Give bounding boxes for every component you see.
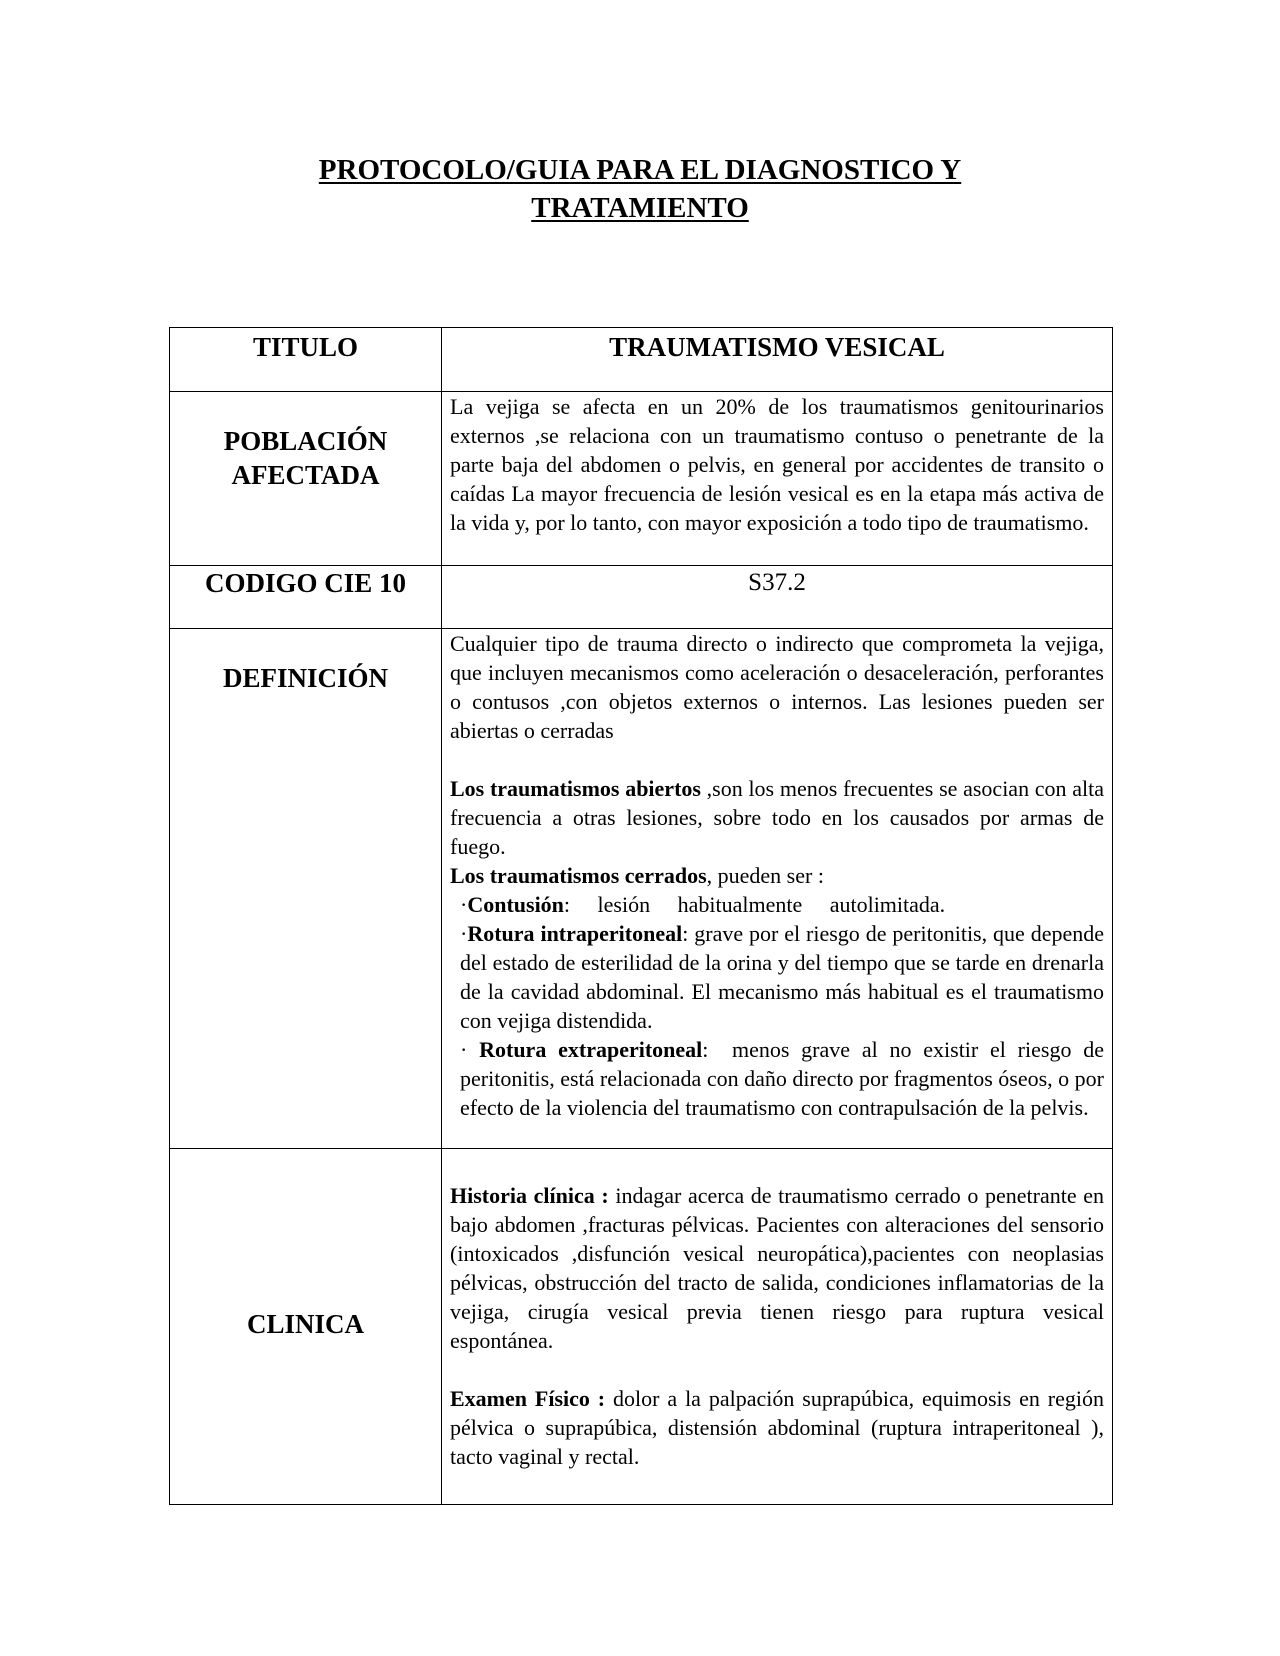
row-titulo (170, 328, 1113, 392)
codigo-value-cell (442, 566, 1113, 629)
definicion-label: DEFINICIÓN (222, 663, 389, 693)
item-bullet: · (460, 892, 468, 917)
row-definicion (170, 629, 1113, 1149)
item-contusion (450, 890, 1104, 919)
codigo-value: S37.2 (748, 569, 806, 596)
titulo-label: TITULO (252, 332, 359, 362)
cerrados-text: , pueden ser : (706, 863, 824, 888)
clinica-label: CLINICA (246, 1308, 365, 1339)
item-bullet: · (460, 921, 468, 946)
examen-text: dolor a la palpación suprapúbica, equimosis en región pélvica o suprapúbica, distensión abdominal (ruptura intraperitoneal ), tacto vaginal y rectal. (450, 1386, 1104, 1469)
cerrados-heading: Los traumatismos cerrados (450, 863, 707, 888)
document-title-line-2: TRATAMIENTO (531, 192, 749, 224)
item-intraperitoneal-text: : grave por el riesgo de peritonitis, que depende del estado de esterilidad de la orina y del tiempo que se tarde en drenarla de la cavidad abdominal. El mecanismo más habitual es el traumatismo con vejiga distendida. (460, 921, 1104, 1033)
item-intraperitoneal-heading: Rotura intraperitoneal (467, 921, 683, 946)
definicion-text-cell (442, 629, 1113, 1149)
poblacion-label-line-2: AFECTADA (231, 460, 380, 490)
item-contusion-text: : lesión habitualmente autolimitada. (563, 892, 946, 917)
abiertos-heading: Los traumatismos abiertos (450, 776, 701, 801)
item-intraperitoneal (450, 919, 1104, 1035)
item-extraperitoneal-text: : menos grave al no existir el riesgo de peritonitis, está relacionada con daño directo por fragmentos óseos, o por efecto de la violencia del traumatismo con contrapulsación de la pelvis. (460, 1037, 1110, 1120)
item-extraperitoneal (450, 1035, 1110, 1122)
poblacion-label-line-1: POBLACIÓN (223, 426, 388, 456)
codigo-label-cell (170, 566, 442, 629)
poblacion-text: La vejiga se afecta en un 20% de los traumatismos genitourinarios externos ,se relaciona con un traumatismo contuso o penetrante de la parte baja del abdomen o pelvis, en general por accidentes de transito o caídas La mayor frecuencia de lesión vesical es en la etapa más activa de la vida y, por lo tanto, con mayor exposición a todo tipo de traumatismo. (450, 394, 1104, 535)
document-title (200, 151, 1080, 227)
clinica-examen (450, 1384, 1104, 1471)
definicion-abiertos (450, 774, 1104, 861)
poblacion-text-cell (442, 392, 1113, 566)
clinica-label-cell (170, 1149, 442, 1505)
historia-text: indagar acerca de traumatismo cerrado o penetrante en bajo abdomen ,fracturas pélvicas. Pacientes con alteraciones del sensorio (intoxicados ,disfunción vesical neuropática),pacientes con neoplasias pélvicas, obstrucción del tracto de salida, condiciones inflamatorias de la vejiga, cirugía vesical previa tienen riesgo para ruptura vesical espontánea. (450, 1183, 1104, 1353)
row-clinica (170, 1149, 1113, 1505)
row-codigo (170, 566, 1113, 629)
definicion-label-cell (170, 629, 442, 1149)
historia-heading: Historia clínica : (450, 1183, 609, 1208)
examen-heading: Examen Físico : (450, 1386, 606, 1411)
titulo-value: TRAUMATISMO VESICAL (609, 332, 945, 362)
abiertos-text: ,son los menos frecuentes se asocian con alta frecuencia a otras lesiones, sobre todo en los causados por armas de fuego. (450, 776, 1105, 859)
clinica-text-cell (442, 1149, 1113, 1505)
row-poblacion (170, 392, 1113, 566)
item-extraperitoneal-heading: Rotura extraperitoneal (479, 1037, 703, 1062)
definicion-intro: Cualquier tipo de trauma directo o indirecto que comprometa la vejiga, que incluyen mecanismos como aceleración o desaceleración, perforantes o contusos ,con objetos externos o internos. Las lesiones pueden ser abiertas o cerradas (450, 631, 1104, 743)
protocol-table (169, 327, 1113, 1505)
clinica-historia (450, 1181, 1104, 1355)
poblacion-label (170, 392, 441, 492)
document-title-line-1: PROTOCOLO/GUIA PARA EL DIAGNOSTICO Y (318, 154, 962, 186)
definicion-cerrados (450, 861, 1104, 890)
poblacion-label-cell (170, 392, 442, 566)
titulo-value-cell (442, 328, 1113, 392)
item-contusion-heading: Contusión (467, 892, 564, 917)
codigo-label: CODIGO CIE 10 (204, 568, 407, 598)
titulo-label-cell (170, 328, 442, 392)
item-bullet: · (460, 1037, 480, 1062)
